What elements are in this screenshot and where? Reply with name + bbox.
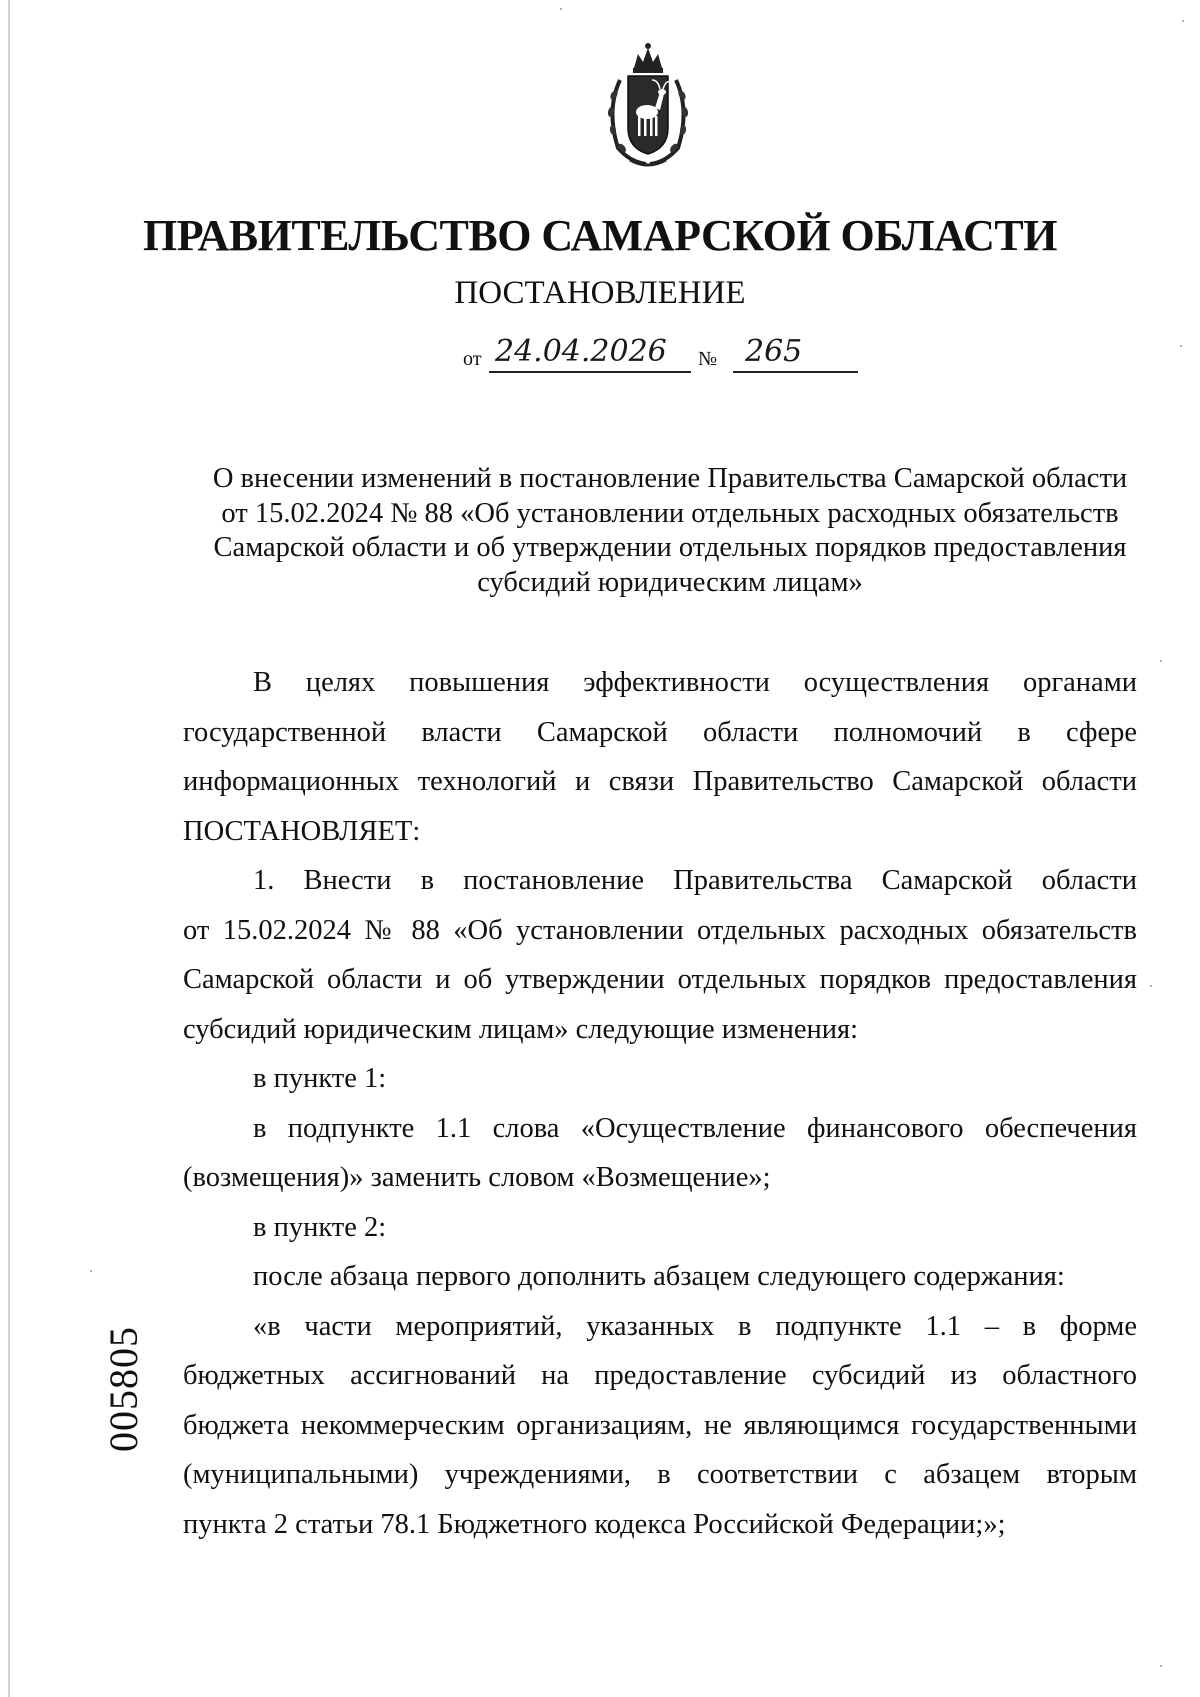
handwritten-number: 265 (745, 334, 803, 369)
preamble-line: В целях повышения эффективности осуществления органами (253, 667, 1137, 698)
date-underline (489, 371, 691, 373)
point1-intro: в пункте 1: (253, 1063, 387, 1094)
scan-speck (1150, 985, 1152, 987)
subject-line: субсидий юридическим лицам» (477, 566, 863, 598)
item1-line: от 15.02.2024 № 88 «Об установлении отдельных расходных обязательств (183, 914, 1137, 946)
number-label: № (698, 348, 718, 370)
item1-line: Самарской области и об утверждении отдельных порядков предоставления (183, 964, 1137, 995)
document-body (183, 658, 1137, 1549)
handwritten-date: 24.04.2026 (495, 334, 667, 369)
date-label: от (463, 348, 482, 370)
margin-serial-number: 005805 (101, 1326, 146, 1452)
quote-line: бюджета некоммерческим организациям, не являющимся государственными (183, 1409, 1137, 1441)
subpoint-line: (возмещения)» заменить словом «Возмещение»; (183, 1162, 771, 1193)
preamble-line: информационных технологий и связи Правительство Самарской области (183, 766, 1137, 797)
scan-speck (1182, 20, 1184, 22)
quote-line: «в части мероприятий, указанных в подпункте 1.1 – в форме (253, 1310, 1137, 1342)
quote-line: (муниципальными) учреждениями, в соответствии с абзацем вторым (183, 1459, 1137, 1490)
point2-addition: после абзаца первого дополнить абзацем следующего содержания: (253, 1261, 1065, 1292)
scan-speck (1160, 660, 1162, 662)
item1-line: 1. Внести в постановление Правительства Самарской области (253, 865, 1137, 896)
subpoint-line: в подпункте 1.1 слова «Осуществление финансового обеспечения (253, 1112, 1137, 1144)
preamble-line: ПОСТАНОВЛЯЕТ: (183, 815, 421, 847)
scan-speck (1160, 1665, 1162, 1667)
government-title: ПРАВИТЕЛЬСТВО САМАРСКОЙ ОБЛАСТИ (143, 211, 1057, 260)
number-underline (733, 371, 858, 373)
date-number-line (463, 334, 863, 374)
quote-line: бюджетных ассигнований на предоставление субсидий из областного (183, 1360, 1137, 1391)
samara-coat-of-arms-icon (600, 40, 696, 170)
subject-line: Самарской области и об утверждении отдельных порядков предоставления (213, 532, 1127, 563)
scan-speck (1180, 345, 1182, 347)
document-type: ПОСТАНОВЛЕНИЕ (454, 275, 746, 311)
scan-speck (90, 1270, 92, 1272)
quote-line: пункта 2 статьи 78.1 Бюджетного кодекса Российской Федерации;»; (183, 1508, 1006, 1540)
document-subject (190, 462, 1150, 600)
subject-line: О внесении изменений в постановление Правительства Самарской области (212, 463, 1128, 494)
point2-intro: в пункте 2: (253, 1211, 387, 1243)
subject-line: от 15.02.2024 № 88 «Об установлении отдельных расходных обязательств (221, 497, 1119, 529)
scan-speck (560, 8, 562, 10)
item1-line: субсидий юридическим лицам» следующие изменения: (183, 1013, 858, 1045)
preamble-line: государственной власти Самарской области полномочий в сфере (183, 716, 1137, 748)
